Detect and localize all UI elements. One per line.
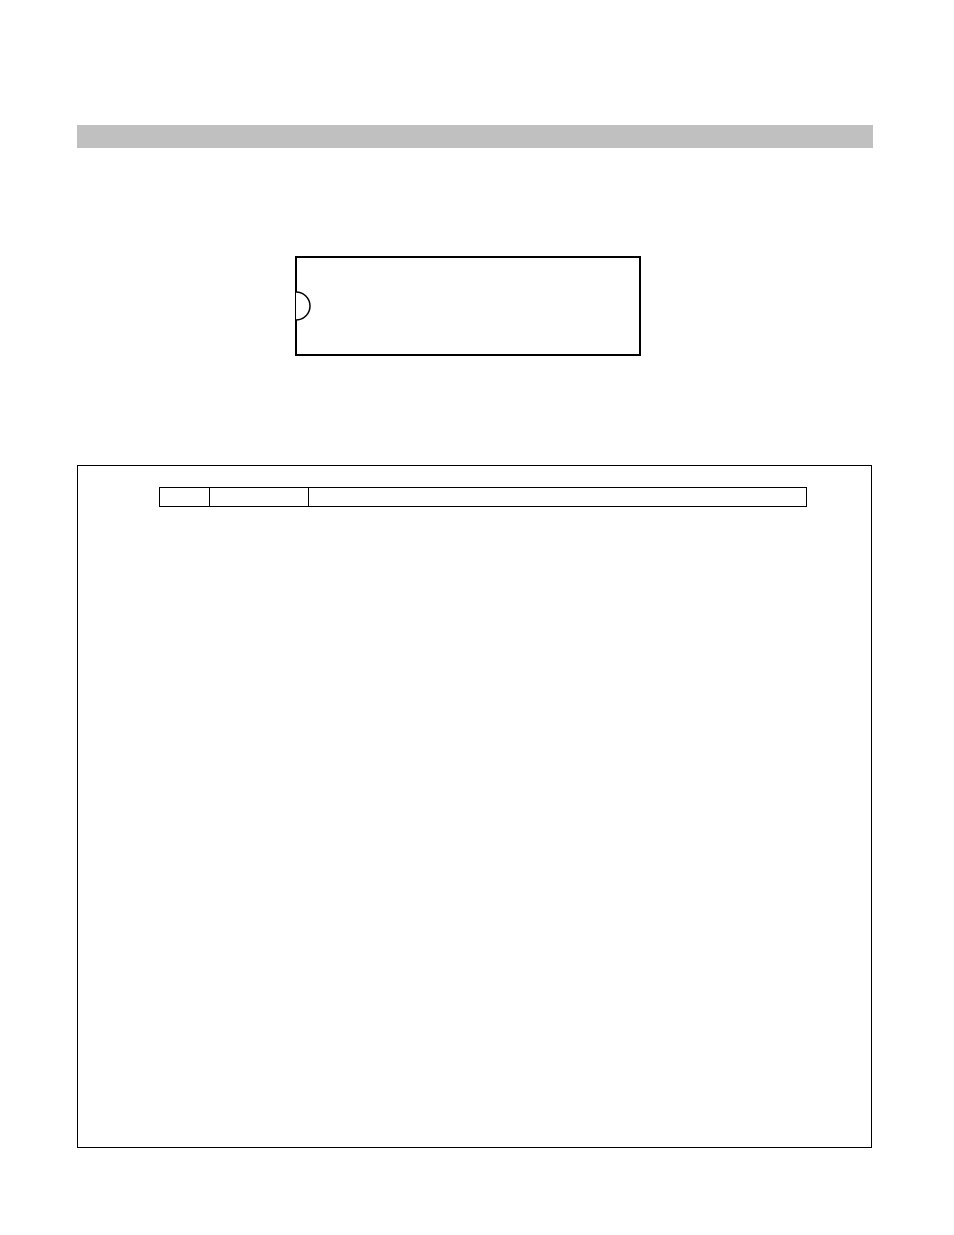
pin-description-frame (77, 465, 872, 1148)
header-function (309, 488, 807, 507)
header-pin (160, 488, 210, 507)
pin-description-table (159, 487, 807, 507)
ic-body (296, 257, 640, 355)
ic-package-diagram (0, 0, 954, 420)
table-header-row (160, 488, 807, 507)
header-name (210, 488, 309, 507)
